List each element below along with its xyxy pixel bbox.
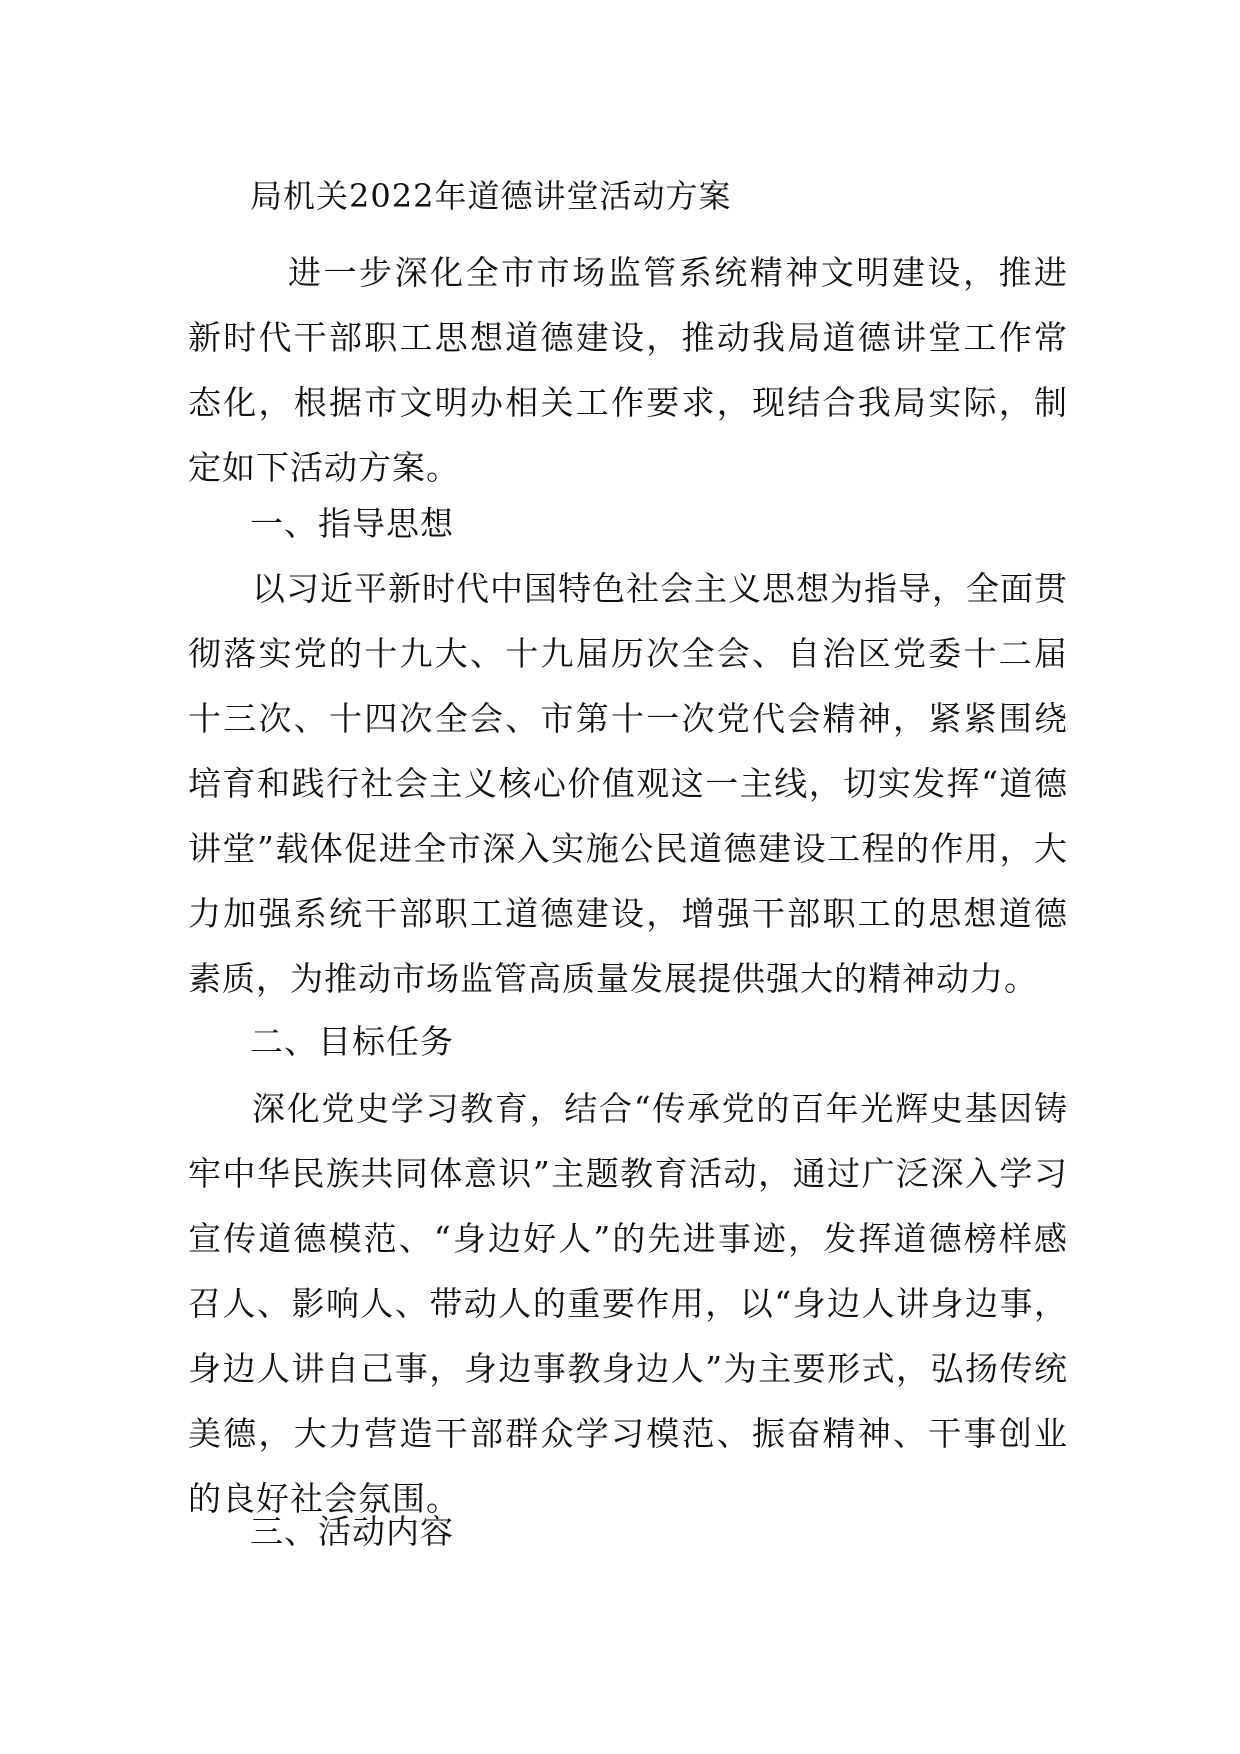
document-title: 局机关2022年道德讲堂活动方案 xyxy=(250,177,732,215)
section-body-guiding-ideology: 以习近平新时代中国特色社会主义思想为指导，全面贯彻落实党的十九大、十九届历次全会、自治区党委十二届十三次、十四次全会、市第十一次党代会精神，紧紧围绕培育和践行社会主义核心价值观这一主线，切实发挥“道德讲堂”载体促进全市深入实施公民道德建设工程的作用，大力加强系统干部职工道德建设，增强干部职工的思想道德素质，为推动市场监管高质量发展提供强大的精神动力。 xyxy=(188,569,1068,998)
section-heading-activity-content: 三、活动内容 xyxy=(250,1512,454,1551)
intro-paragraph: 进一步深化全市市场监管系统精神文明建设，推进新时代干部职工思想道德建设，推动我局道德讲堂工作常态化，根据市文明办相关工作要求，现结合我局实际，制定如下活动方案。 xyxy=(188,253,1068,487)
section-body-goals-tasks: 深化党史学习教育，结合“传承党的百年光辉史基因铸牢中华民族共同体意识”主题教育活动，通过广泛深入学习宣传道德模范、“身边好人”的先进事迹，发挥道德榜样感召人、影响人、带动人的重要作用，以“身边人讲身边事，身边人讲自己事，身边事教身边人”为主要形式，弘扬传统美德，大力营造干部群众学习模范、振奋精神、干事创业的良好社会氛围。 xyxy=(188,1089,1068,1518)
section-heading-goals-tasks: 二、目标任务 xyxy=(250,1022,454,1061)
section-heading-guiding-ideology: 一、指导思想 xyxy=(250,504,454,543)
